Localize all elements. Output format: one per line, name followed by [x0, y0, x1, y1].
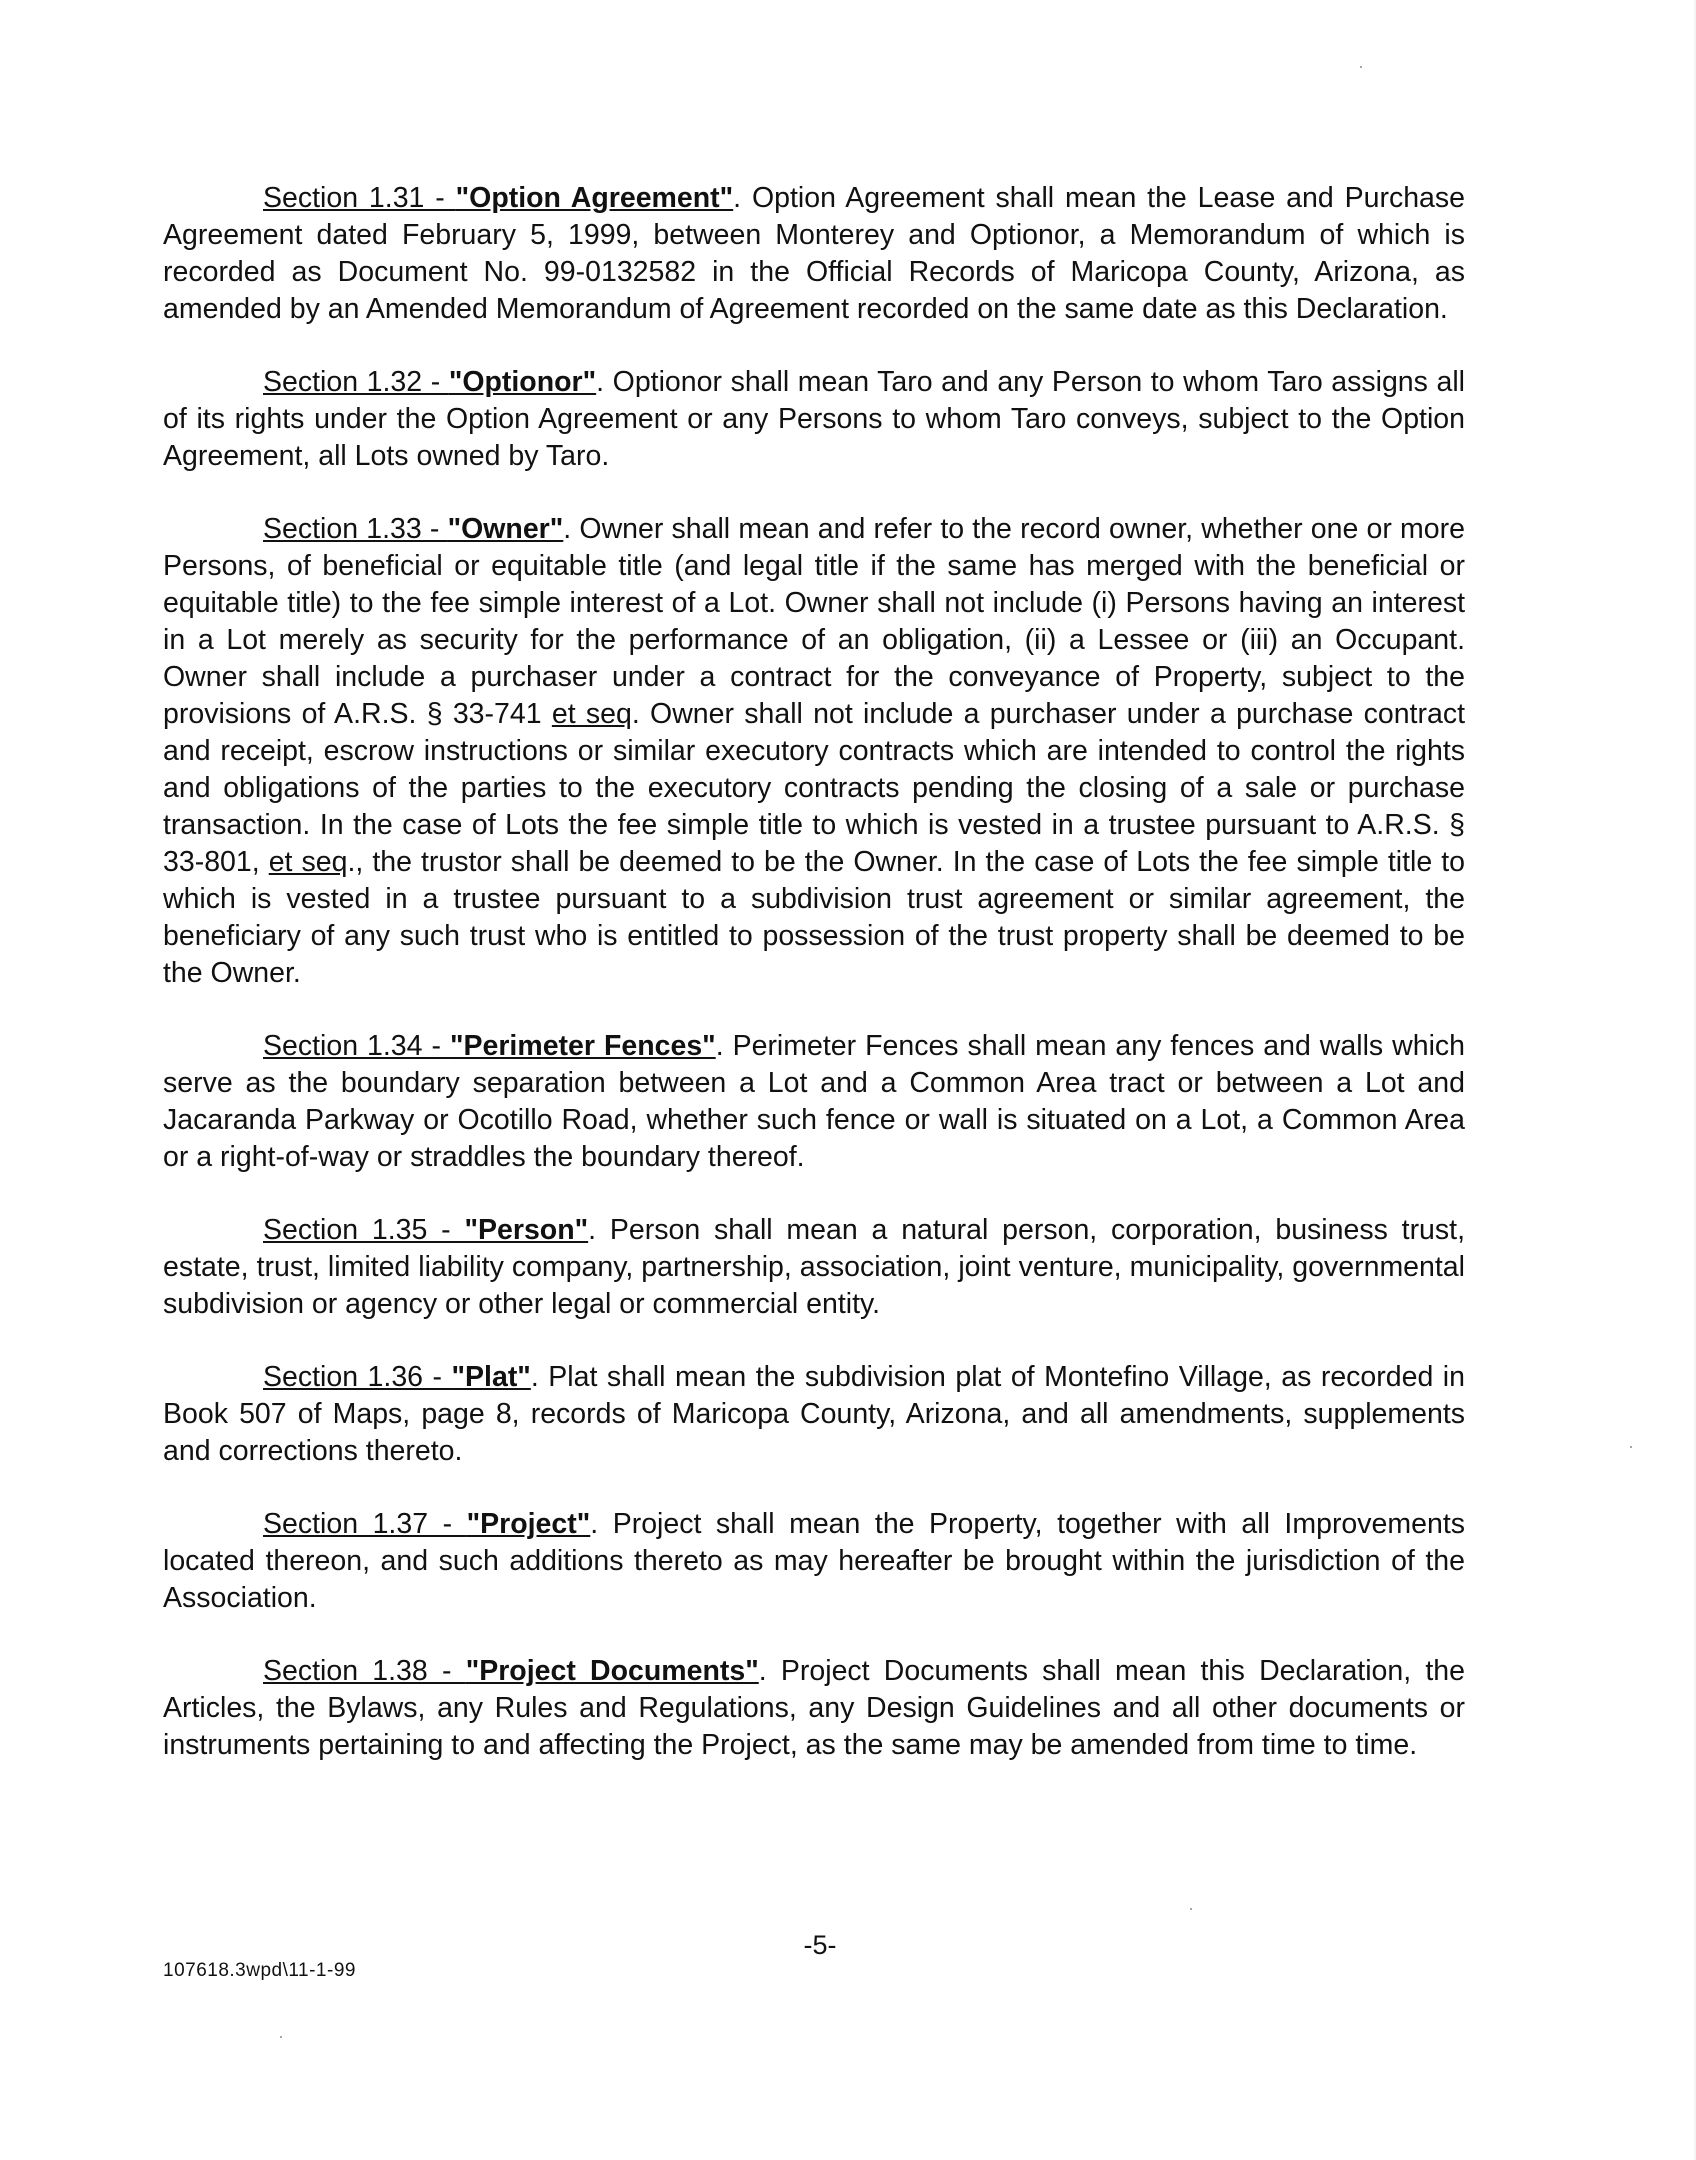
section-number: Section 1.34 - [263, 1030, 450, 1062]
section-title: "Option Agreement" [455, 182, 734, 214]
section-body: . Plat shall mean the subdivision plat of Montefino Village, as recorded in Book 507 of Maps, page 8, records of Maricopa County, Arizona, and all amendments, supplements and corrections thereto. [163, 1361, 1465, 1467]
scan-speck [1360, 66, 1362, 68]
section-1-36 [163, 1359, 1465, 1470]
section-body: . Project Documents shall mean this Declaration, the Articles, the Bylaws, any Rules and Regulations, any Design Guidelines and all other documents or instruments pertaining to and affecting the Project, as the same may be amended from time to time. [163, 1655, 1465, 1761]
section-body: . Optionor shall mean Taro and any Person to whom Taro assigns all of its rights under the Option Agreement or any Persons to whom Taro conveys, subject to the Option Agreement, all Lots owned by Taro. [163, 366, 1466, 472]
section-body: . Project shall mean the Property, together with all Improvements located thereon, and such additions thereto as may hereafter be brought within the jurisdiction of the Association. [163, 1508, 1465, 1614]
section-body: . Person shall mean a natural person, corporation, business trust, estate, trust, limited liability company, partnership, association, joint venture, municipality, governmental subdivision or agency or other legal or commercial entity. [163, 1214, 1465, 1320]
scan-speck [1630, 1446, 1632, 1448]
document-body [163, 180, 1465, 1800]
page-number: -5- [803, 1930, 837, 1960]
et-seq-citation: et seq [268, 846, 348, 878]
section-number: Section 1.33 - [263, 513, 448, 545]
section-number: Section 1.35 - [263, 1214, 465, 1246]
section-1-33 [163, 511, 1465, 992]
section-1-38 [163, 1653, 1465, 1764]
section-number: Section 1.37 - [263, 1508, 467, 1540]
section-title: "Owner" [447, 513, 564, 545]
scan-speck [1190, 1908, 1192, 1910]
section-1-37 [163, 1506, 1465, 1617]
section-body: . Option Agreement shall mean the Lease and Purchase Agreement dated February 5, 1999, between Monterey and Optionor, a Memorandum of which is recorded as Document No. 99-0132582 in the Official Records of Maricopa County, Arizona, as amended by an Amended Memorandum of Agreement recorded on the same date as this Declaration. [163, 182, 1465, 325]
section-title: "Perimeter Fences" [449, 1030, 716, 1062]
section-1-34 [163, 1028, 1465, 1176]
section-1-31 [163, 180, 1465, 328]
section-title: "Optionor" [448, 366, 597, 398]
section-body-part-b: . Owner shall not include a purchaser under a purchase contract and receipt, escrow instructions or similar executory contracts which are intended to control the rights and obligations of the parties to the executory contracts pending the closing of a sale or purchase transaction. In the case of Lots the fee simple title to which is vested in a trustee pursuant to A.R.S. § 33-801, [163, 698, 1465, 878]
section-title: "Project Documents" [465, 1655, 759, 1687]
section-number: Section 1.38 - [263, 1655, 466, 1687]
section-title: "Project" [466, 1508, 591, 1540]
section-body: . Perimeter Fences shall mean any fences and walls which serve as the boundary separation between a Lot and a Common Area tract or between a Lot and Jacaranda Parkway or Ocotillo Road, whether such fence or wall is situated on a Lot, a Common Area or a right-of-way or straddles the boundary thereof. [163, 1030, 1466, 1173]
section-body-part-a: . Owner shall mean and refer to the record owner, whether one or more Persons, of beneficial or equitable title (and legal title if the same has merged with the beneficial or equitable title) to the fee simple interest of a Lot. Owner shall not include (i) Persons having an interest in a Lot merely as security for the performance of an obligation, (ii) a Lessee or (iii) an Occupant. Owner shall include a purchaser under a contract for the conveyance of Property, subject to the provisions of A.R.S. § 33-741 [163, 513, 1465, 730]
scan-speck [280, 2036, 282, 2038]
section-number: Section 1.31 - [263, 182, 456, 214]
document-file-reference: 107618.3wpd\11-1-99 [163, 1960, 356, 1981]
section-1-32 [163, 364, 1465, 475]
section-title: "Person" [464, 1214, 589, 1246]
section-number: Section 1.32 - [263, 366, 449, 398]
section-1-35 [163, 1212, 1465, 1323]
et-seq-citation: et seq [551, 698, 632, 730]
section-body-part-c: ., the trustor shall be deemed to be the Owner. In the case of Lots the fee simple title to which is vested in a trustee pursuant to a subdivision trust agreement or similar agreement, the beneficiary of any such trust who is entitled to possession of the trust property shall be deemed to be the Owner. [163, 846, 1465, 989]
section-title: "Plat" [451, 1361, 531, 1393]
section-number: Section 1.36 - [263, 1361, 452, 1393]
